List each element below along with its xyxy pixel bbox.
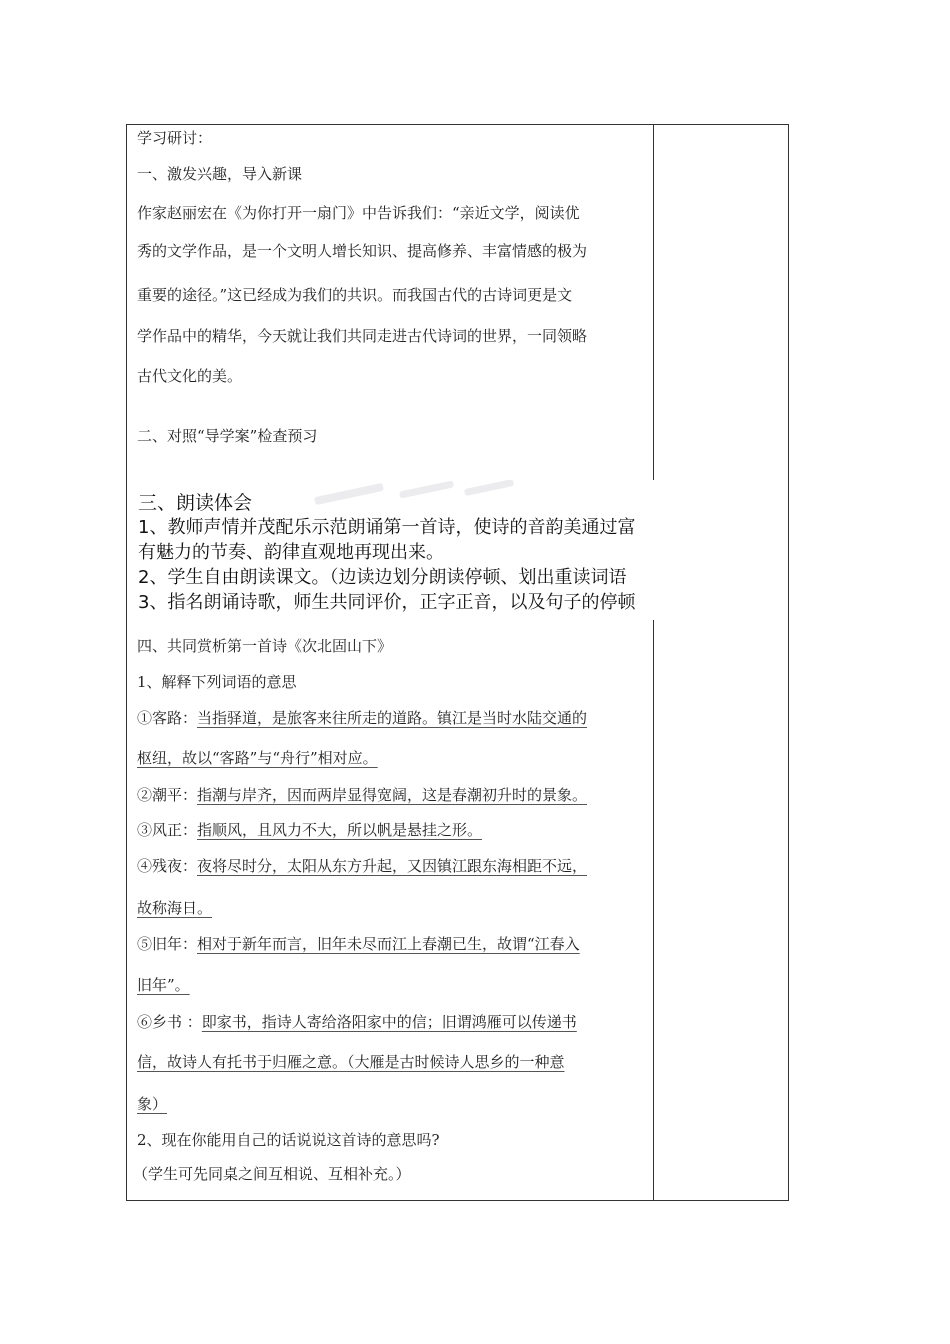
part1-line: 学作品中的精华，今天就让我们共同走进古代诗词的世界，一同领略 (137, 327, 588, 345)
definition-term: ②潮平： (137, 786, 198, 804)
definition-item (137, 934, 580, 954)
part1-line: 重要的途径。”这已经成为我们的共识。而我国古代的古诗词更是文 (137, 286, 573, 304)
part3-title: 三、朗读体会 (138, 492, 253, 514)
definition-item (137, 708, 587, 728)
definition-text: 信，故诗人有托书于归雁之意。（大雁是古时候诗人思乡的一种意 (137, 1053, 565, 1071)
section-header: 学习研讨： (137, 129, 213, 147)
part1-line: 古代文化的美。 (137, 367, 243, 385)
definition-term: ⑤旧年： (137, 935, 198, 953)
definition-term: ④残夜： (137, 857, 198, 875)
definition-text: 相对于新年而言，旧年未尽而江上春潮已生，故谓“江春入 (197, 935, 580, 953)
definition-text: 夜将尽时分，太阳从东方升起，又因镇江跟东海相距不远， (197, 857, 588, 875)
definition-text: 当指驿道，是旅客来往所走的道路。镇江是当时水陆交通的 (197, 709, 588, 727)
definition-text: 枢纽，故以“客路”与“舟行”相对应。 (137, 749, 378, 767)
part3-line: 3、指名朗诵诗歌，师生共同评价，正字正音，以及句子的停顿 (138, 592, 636, 613)
part3-line: 2、学生自由朗读课文。（边读边划分朗读停顿、划出重读词语 (138, 567, 627, 588)
watermark-mark (314, 483, 384, 505)
part4-note: （学生可先同桌之间互相说、互相补充。） (133, 1165, 411, 1183)
part1-line: 作家赵丽宏在《为你打开一扇门》中告诉我们：“亲近文学，阅读优 (137, 204, 580, 222)
part2-title: 二、对照“导学案”检查预习 (137, 427, 318, 445)
part3-line: 有魅力的节奏、韵律直观地再现出来。 (138, 542, 444, 563)
definition-text: 指顺风，且风力不大，所以帆是悬挂之形。 (197, 821, 483, 839)
definition-text: 即家书，指诗人寄给洛阳家中的信；旧谓鸿雁可以传递书 (201, 1013, 577, 1031)
part4-title: 四、共同赏析第一首诗《次北固山下》 (137, 637, 393, 655)
definition-term: ⑥乡书 ： (137, 1013, 202, 1031)
column-divider (653, 124, 654, 1201)
definition-item (137, 785, 587, 805)
definition-text: 故称海日。 (137, 899, 213, 917)
part3-line: 1、教师声情并茂配乐示范朗诵第一首诗，使诗的音韵美通过富 (138, 517, 636, 538)
definition-item (137, 856, 587, 876)
part4-sub2: 2、现在你能用自己的话说说这首诗的意思吗? (137, 1131, 440, 1149)
watermark-mark (464, 480, 514, 496)
definition-text: 象） (137, 1095, 168, 1113)
watermark-mark (399, 480, 454, 498)
part1-title: 一、激发兴趣，导入新课 (137, 165, 303, 183)
definition-item (137, 820, 482, 840)
part4-sub1: 1、解释下列词语的意思 (137, 673, 297, 691)
definition-term: ③风正： (137, 821, 198, 839)
definition-item (137, 1012, 577, 1032)
pasted-reading-section (134, 480, 656, 620)
definition-text: 旧年”。 (137, 976, 190, 994)
definition-text: 指潮与岸齐，因而两岸显得宽阔，这是春潮初升时的景象。 (197, 786, 588, 804)
part1-line: 秀的文学作品，是一个文明人增长知识、提高修养、丰富情感的极为 (137, 242, 588, 260)
definition-term: ①客路： (137, 709, 198, 727)
